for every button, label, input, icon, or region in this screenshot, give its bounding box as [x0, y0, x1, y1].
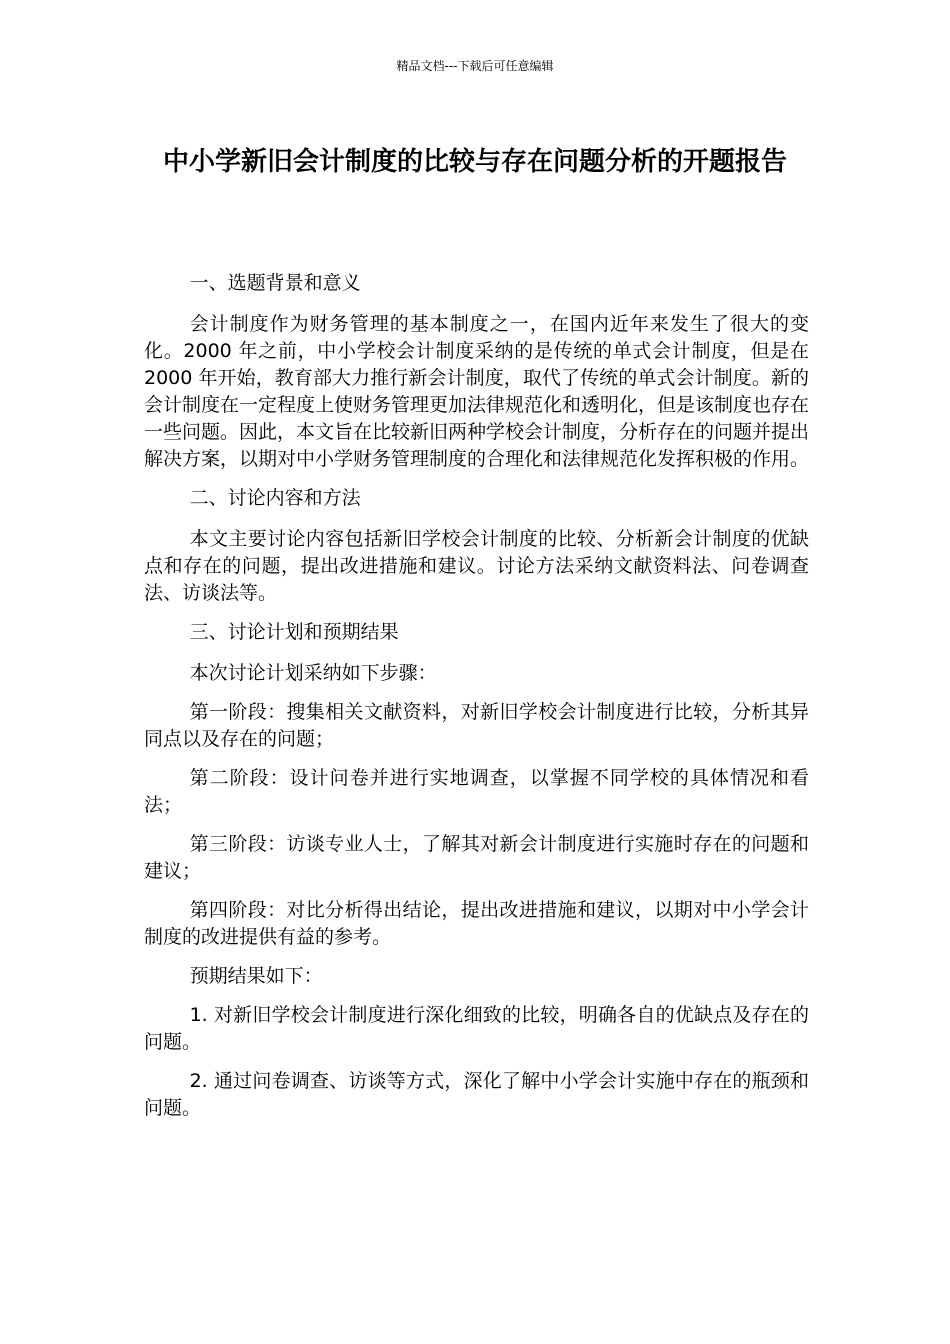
- document-body: [144, 270, 809, 1134]
- paragraph-expected-1: 1. 对新旧学校会计制度进行深化细致的比较，明确各自的优缺点及存在的问题。: [144, 1004, 809, 1053]
- paragraph-stage-3: 第三阶段：访谈专业人士，了解其对新会计制度进行实施时存在的问题和建议；: [144, 833, 809, 882]
- section-heading-plan-results: 三、讨论计划和预期结果: [189, 621, 399, 643]
- section-heading-content-method: 二、讨论内容和方法: [189, 487, 361, 509]
- paragraph-expected-intro: 预期结果如下：: [189, 965, 323, 987]
- section-heading-background: 一、选题背景和意义: [189, 272, 361, 294]
- paragraph-stage-2: 第二阶段：设计问卷并进行实地调查，以掌握不同学校的具体情况和看法；: [144, 767, 809, 816]
- document-title: 中小学新旧会计制度的比较与存在问题分析的开题报告: [162, 147, 787, 177]
- paragraph-plan-intro: 本次讨论计划采纳如下步骤：: [189, 662, 437, 684]
- paragraph-background: 会计制度作为财务管理的基本制度之一，在国内近年来发生了很大的变化。2000 年之前，中小学校会计制度采纳的是传统的单式会计制度，但是在 2000 年开始，教育部大力推行新会计制度，取代了传统的单式会计制度。新的会计制度在一定程度上使财务管理更加法律规范化和透明化，但是该制度也存在一些问题。因此，本文旨在比较新旧两种学校会计制度，分析存在的问题并提出解决方案，以期对中小学财务管理制度的合理化和法律规范化发挥积极的作用。: [144, 313, 810, 470]
- paragraph-stage-4: 第四阶段：对比分析得出结论，提出改进措施和建议，以期对中小学会计制度的改进提供有益的参考。: [144, 899, 809, 948]
- paragraph-content-method: 本文主要讨论内容包括新旧学校会计制度的比较、分析新会计制度的优缺点和存在的问题，提出改进措施和建议。讨论方法采纳文献资料法、问卷调查法、访谈法等。: [144, 528, 809, 604]
- paragraph-stage-1: 第一阶段：搜集相关文献资料，对新旧学校会计制度进行比较，分析其异同点以及存在的问题；: [144, 701, 809, 750]
- header-note: 精品文档---下载后可任意编辑: [396, 59, 554, 73]
- paragraph-expected-2: 2. 通过问卷调查、访谈等方式，深化了解中小学会计实施中存在的瓶颈和问题。: [144, 1070, 809, 1119]
